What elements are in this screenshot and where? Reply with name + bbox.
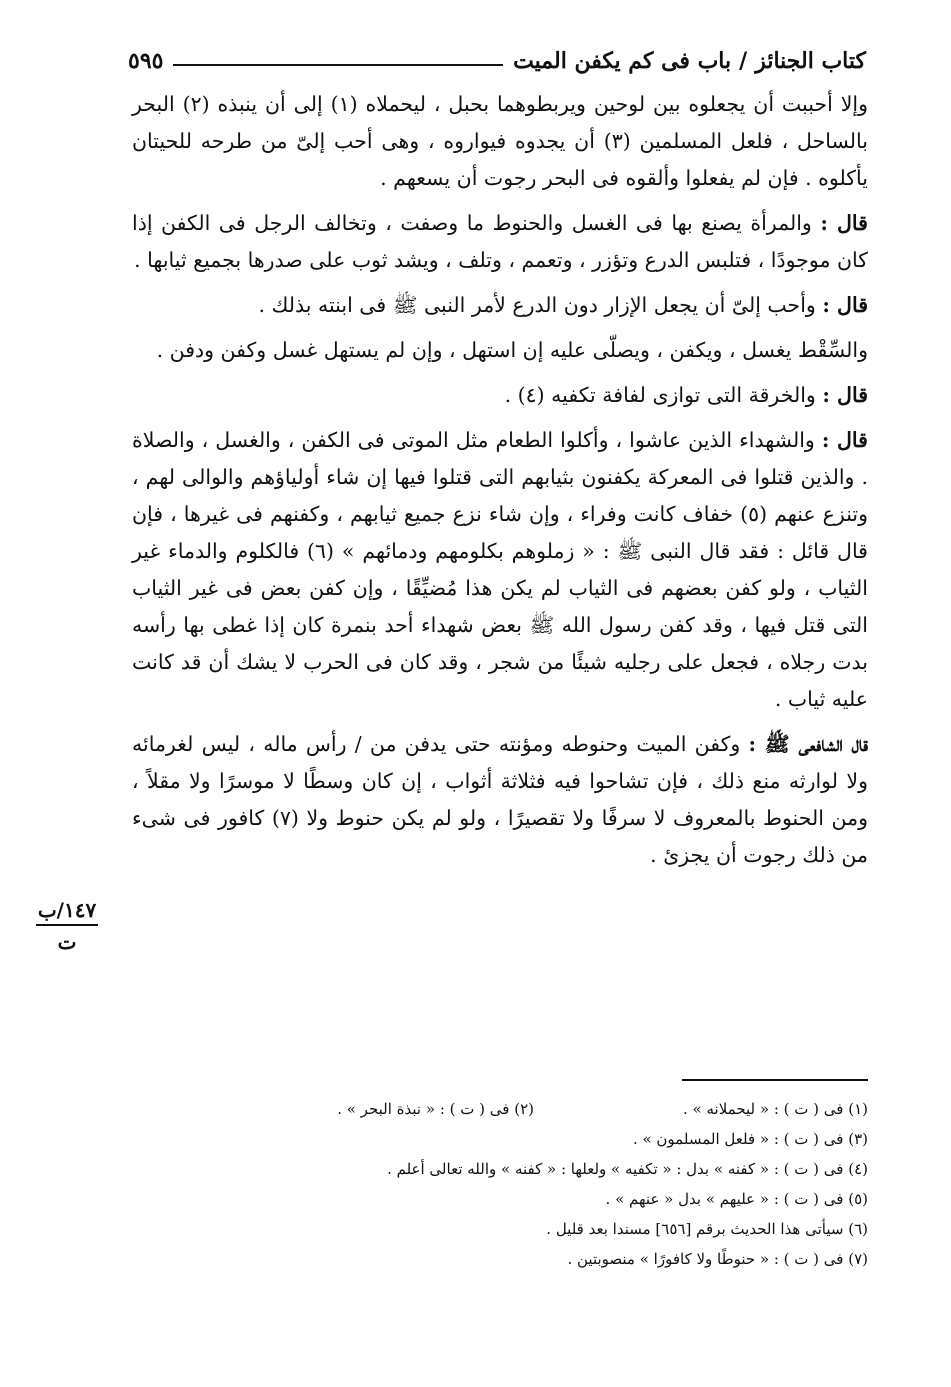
footnote-divider: [682, 1079, 868, 1081]
header-rule: [173, 64, 503, 66]
book-title: كتاب الجنائز: [755, 48, 866, 74]
paragraph-text: والمرأة يصنع بها فى الغسل والحنوط ما وصفت ، وتخالف الرجل فى الكفن إذا كان موجودًا ، فتلبس الدرع وتؤزر ، وتعمم ، وتلف ، ويشد ثوب على صدرها بجميع ثيابها .: [132, 211, 868, 272]
paragraph: [132, 205, 868, 279]
footnote: (٤) فى ( ت ) : « كفنه » بدل : « تكفيه » ولعلها : « كفنه » والله تعالى أعلم .: [387, 1160, 868, 1178]
manuscript-siglum: ت: [57, 930, 77, 954]
paragraph: [132, 332, 868, 369]
paragraph-text: وكفن الميت وحنوطه ومؤنته حتى يدفن من / رأس ماله ، ليس لغرمائه ولا لوارثه منع ذلك ، فإن تشاحوا فيه فثلاثة أثواب ، إن كان وسطًا لا موسرًا ولا مقلاً ، ومن الحنوط بالمعروف لا سرفًا ولا تقصيرًا ، ولو لم يكن حنوط ولا (٧) كافور فى شىء من ذلك رجوت أن يجزئ .: [132, 732, 868, 867]
paragraph: [132, 726, 868, 874]
main-text: [132, 86, 868, 882]
speaker-label: قال :: [821, 428, 868, 452]
footnote-row: [300, 1094, 868, 1124]
footnote-row: [300, 1124, 868, 1154]
manuscript-folio-note: [36, 898, 98, 954]
paragraph-text: والسِّقْط يغسل ، ويكفن ، ويصلّى عليه إن استهل ، وإن لم يستهل غسل وكفن ودفن .: [156, 338, 868, 362]
paragraph-text: وأحب إلىّ أن يجعل الإزار دون الدرع لأمر النبى ﷺ فى ابنته بذلك .: [258, 293, 816, 317]
footnote: (٢) فى ( ت ) : « نبذة البحر » .: [337, 1100, 534, 1118]
footnote-row: [300, 1214, 868, 1244]
header-separator: /: [739, 48, 748, 74]
paragraph: [132, 377, 868, 414]
footnote-row: [300, 1184, 868, 1214]
footnote: (١) فى ( ت ) : « ليحملانه » .: [683, 1100, 868, 1118]
paragraph: [132, 86, 868, 197]
page-number: ٥٩٥: [128, 48, 164, 74]
paragraph-text: والشهداء الذين عاشوا ، وأكلوا الطعام مثل الموتى فى الكفن ، والغسل ، والصلاة . والذين قتلوا فى المعركة يكفنون بثيابهم التى قتلوا فيها إن شاء أولياؤهم والوالى لهم ، وتنزع عنهم (٥) خفاف كانت وفراء ، وإن شاء نزع جميع ثيابهم ، وكفنهم فى غيرها ، فإن قال قائل : فقد قال النبى ﷺ : « زملوهم بكلومهم ودمائهم » (٦) فالكلوم والدماء غير الثياب ، ولو كفن بعضهم فى الثياب لم يكن هذا مُضيِّقًا ، وإن كفن بعض فى غير الثياب التى قتل فيها ، وقد كفن رسول الله ﷺ بعض شهداء أحد بنمرة كان إذا غطى بها رأسه بدت رجلاه ، فجعل على رجليه شيئًا من شجر ، وقد كان فى الحرب لا يشك أن قد كانت عليه ثياب .: [132, 428, 868, 711]
paragraph: [132, 287, 868, 324]
footnote-row: [300, 1154, 868, 1184]
footnote: (٧) فى ( ت ) : « حنوطًا ولا كافورًا » منصوبتين .: [567, 1250, 868, 1268]
paragraph-text: وإلا أحببت أن يجعلوه بين لوحين ويربطوهما بحبل ، ليحملاه (١) إلى أن ينبذه (٢) البحر بالساحل ، فلعل المسلمين (٣) أن يجدوه فيواروه ، وهى أحب إلىّ من طرحه للحيتان يأكلوه . فإن لم يفعلوا وألقوه فى البحر رجوت أن يسعهم .: [132, 92, 868, 190]
footnote-row: [300, 1244, 868, 1274]
footnotes: [300, 1094, 868, 1274]
speaker-label: قال :: [822, 293, 868, 317]
paragraph-text: والخرقة التى توازى لفافة تكفيه (٤) .: [504, 383, 816, 407]
speaker-label: قال :: [822, 383, 868, 407]
paragraph: [132, 422, 868, 718]
footnote: (٣) فى ( ت ) : « فلعل المسلمون » .: [632, 1130, 868, 1148]
running-header: [128, 38, 866, 74]
footnote: (٦) سيأتى هذا الحديث برقم [٦٥٦] مسندا بعد قليل .: [546, 1220, 868, 1238]
chapter-title: باب فى كم يكفن الميت: [513, 48, 732, 74]
speaker-label: قال :: [820, 211, 868, 235]
footnote: (٥) فى ( ت ) : « عليهم » بدل « عنهم » .: [605, 1190, 868, 1208]
speaker-label: قال الشافعى ﷺ :: [748, 732, 868, 756]
folio-reference: ١٤٧/ب: [36, 898, 98, 926]
